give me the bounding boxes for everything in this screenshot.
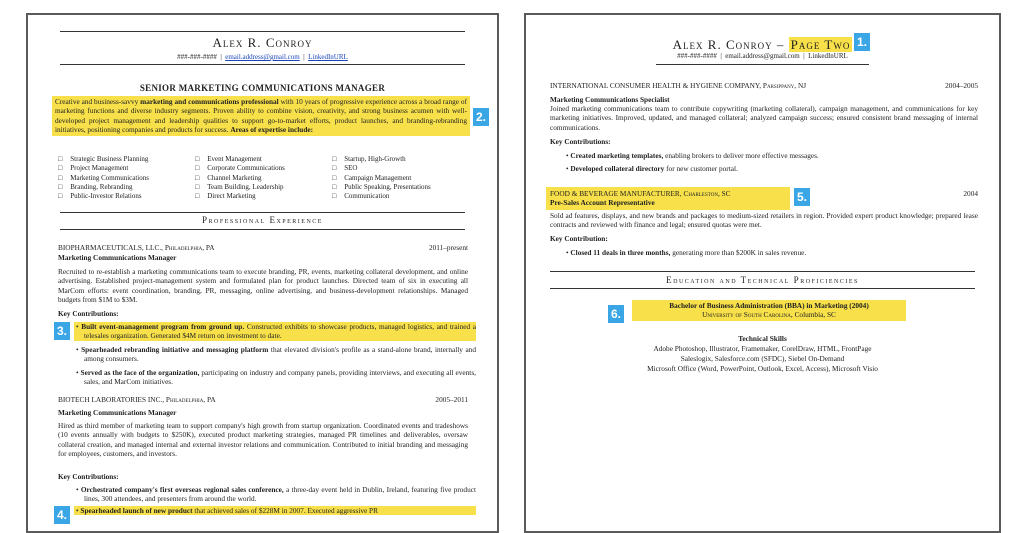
contribution-bullet: • Spearheaded rebranding initiative and messaging platform that elevated division's profile as a stand-alone brand, internally and among consumers.	[76, 345, 476, 364]
expertise-list: □ Strategic Business Planning □ Event Management □ Startup, High-Growth □ Project Management □ Corporate Communications □ SEO □ Marketing Communications □ Channel Marketing □ Campaign Management □ Branding, Rebranding □ Team Building, Leadership □ Public Speaking, Presentations □ Public-Investor Relations □ Direct Marketing □ Communication	[58, 155, 460, 201]
email-text: email.address@gmail.com	[725, 52, 800, 60]
key-contributions-label: Key Contribution:	[550, 234, 608, 243]
annotation-badge-1: 1.	[854, 33, 870, 51]
key-contributions-label: Key Contributions:	[58, 309, 119, 318]
contribution-bullet: • Orchestrated company's first overseas regional sales conference, a three-day event held in Dublin, Ireland, featuring five product lines, 300 attendees, and presenters from around the world.	[76, 485, 476, 504]
page-two-label: Page Two	[790, 37, 851, 52]
education-entry: Bachelor of Business Administration (BBA) in Marketing (2004) University of South Carolina, Columbia, SC	[632, 300, 906, 321]
job-role: Marketing Communications Manager	[58, 253, 177, 262]
job-role: Marketing Communications Specialist	[550, 95, 670, 104]
contribution-bullet: • Spearheaded launch of new product that achieved sales of $228M in 2007. Executed aggressive PR	[74, 506, 476, 515]
job-heading: BIOTECH LABORATORIES INC., Philadelphia, PA 2005–2011	[58, 395, 468, 404]
section-heading-education: Education and Technical Proficiencies	[666, 275, 859, 285]
annotation-badge-4: 4.	[54, 506, 70, 524]
section-rule-education-bottom	[550, 288, 975, 289]
header-rule	[656, 64, 869, 65]
section-rule-experience-bottom	[60, 229, 465, 230]
candidate-name-page-two: Alex R. Conroy – Page Two	[672, 37, 851, 52]
section-rule-education-top	[550, 271, 975, 272]
technical-skills-heading: Technical Skills	[738, 334, 787, 343]
annotation-badge-5: 5.	[794, 188, 810, 206]
linkedin-text: LinkedInURL	[808, 52, 848, 60]
contribution-bullet: • Created marketing templates, enabling brokers to deliver more effective messages.	[566, 151, 819, 160]
section-heading-experience: Professional Experience	[202, 215, 323, 225]
header-top-rule	[60, 31, 465, 32]
job-description: Sold ad features, displays, and new brands and packages to medium-sized retailers in region. Provided expert product knowledge; prepared lease contracts and reviewed with finance and legal; ensured quotas were met.	[550, 211, 978, 230]
contribution-bullet: • Built event-management program from ground up. Constructed exhibits to showcase products, managed logistics, and trained a telesales organization. Generated $4M return on investment to date.	[76, 322, 476, 341]
job-heading: INTERNATIONAL CONSUMER HEALTH & HYGIENE COMPANY, Parsippany, NJ 2004–2005	[550, 81, 978, 90]
technical-skills-list: Adobe Photoshop, Illustrator, Framemaker, CorelDraw, HTML, FrontPage Saleslogix, Salesforce.com (SFDC), Siebel On-Demand Microsoft Office (Word, PowerPoint, Outlook, Excel, Access), Microsoft Visio	[647, 344, 878, 373]
key-contributions-label: Key Contributions:	[550, 137, 611, 146]
job-dates: 2004	[963, 189, 978, 198]
annotation-badge-3: 3.	[54, 322, 70, 340]
section-rule-experience-top	[60, 212, 465, 213]
contribution-bullet: • Closed 11 deals in three months, generating more than $200K in sales revenue.	[566, 248, 807, 257]
linkedin-link[interactable]: LinkedInURL	[308, 53, 348, 61]
contact-line: ###-###-#### | email.address@gmail.com | LinkedInURL	[677, 52, 848, 60]
contact-line: ###-###-#### | email.address@gmail.com | LinkedInURL	[177, 53, 348, 61]
contribution-bullet: • Developed collateral directory for new customer portal.	[566, 164, 738, 173]
resume-page-two	[524, 13, 1001, 533]
job-description: Recruited to re-establish a marketing communications team to execute branding, PR, events, marketing collateral development, and online advertising. Established project-management system and formulated plan for product launches. Directed team of six in executing all MarCom efforts: event coordination, branding, PR, messaging, online advertising, and business-development relationships. Managed budgets from $1M to $3M.	[58, 267, 468, 305]
annotation-badge-2: 2.	[473, 108, 489, 126]
job-role: Marketing Communications Manager	[58, 408, 177, 417]
phone-number: ###-###-####	[177, 53, 217, 61]
phone-number: ###-###-####	[677, 52, 717, 60]
highlighted-job-heading: FOOD & BEVERAGE MANUFACTURER, Charleston, SC Pre-Sales Account Representative	[546, 187, 790, 210]
contribution-bullet: • Served as the face of the organization, participating on industry and company panels, providing interviews, and executing all events, sales, and MarCom initiatives.	[76, 368, 476, 387]
resume-headline: SENIOR MARKETING COMMUNICATIONS MANAGER	[139, 83, 386, 93]
key-contributions-label: Key Contributions:	[58, 472, 119, 481]
summary-paragraph: Creative and business-savvy marketing and communications professional with 10 years of progressive experience across a broad range of marketing functions and diverse industry segments. Proven ability to combine vision, creativity, and strong business acumen with well-developed project management and leadership qualities to support go-to-market efforts, product launches, and branding-rebranding initiatives, positioning companies and products for success. Areas of expertise include:	[52, 96, 470, 136]
candidate-name: Alex R. Conroy	[212, 35, 313, 50]
job-description: Hired as third member of marketing team to support company's high growth from startup organization. Coordinated events and tradeshows (10 events annually with budgets to $250K), executed product marketing strategies, managed PR timelines and deliverables, oversaw collateral creation, and managed internal and external investor relations and communication. Contributed to initial branding and messaging for employees, customers, and investors.	[58, 421, 468, 459]
email-link[interactable]: email.address@gmail.com	[225, 53, 300, 61]
annotation-badge-6: 6.	[608, 305, 624, 323]
job-heading: BIOPHARMACEUTICALS, LLC., Philadelphia, PA 2011–present	[58, 243, 468, 252]
resume-page-one	[26, 13, 499, 533]
header-bottom-rule	[60, 64, 465, 65]
job-description: Joined marketing communications team to contribute copywriting (marketing collateral), campaign management, and communications for key marketing initiatives. Improved, updated, and managed collateral; analyzed campaign success; ensured consistent brand messaging of internal communications.	[550, 104, 978, 132]
